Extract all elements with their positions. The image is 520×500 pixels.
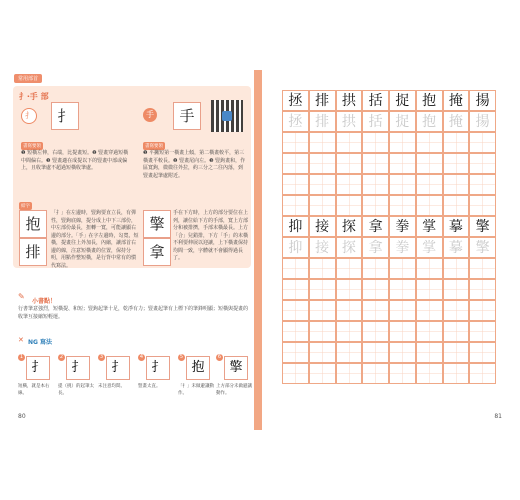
grid-cell-blank[interactable] xyxy=(336,258,363,279)
grid-cell-blank[interactable] xyxy=(362,153,389,174)
label-writing-b: 書寫要領 xyxy=(145,144,163,149)
grid-cell-trace: 括 xyxy=(362,111,389,132)
grid-cell-blank[interactable] xyxy=(362,132,389,153)
grid-cell-blank[interactable] xyxy=(416,321,443,342)
tips-title: 小書點！ xyxy=(32,298,57,305)
grid-cell-blank[interactable] xyxy=(389,258,416,279)
grid-cell-blank[interactable] xyxy=(336,363,363,384)
pencil-icon: ✎ xyxy=(18,292,25,301)
ng-number: 4 xyxy=(139,354,144,360)
structure-text-c: 「扌」在左邊時，豎鉤要直立長，有彈性，豎鉤底線，提分成上中下三部份，中左部份最長，扭轉一寬，可能讓顯右邊的部分。「手」在字左邊時，勾寬，短橫，提畫往上外加長，內縮，讓部首右邊的線，注意短橫畫的位置，保持分明，用點作整短橫，是行背中常有的慣代寫法。 xyxy=(51,210,139,269)
grid-row-trace xyxy=(282,237,496,258)
grid-cell-blank[interactable] xyxy=(416,174,443,195)
grid-cell: 探 xyxy=(336,216,363,237)
ng-number: 5 xyxy=(179,354,184,360)
grid-cell-trace: 揚 xyxy=(469,111,496,132)
grid-cell: 拱 xyxy=(336,90,363,111)
ng-char: 擎 xyxy=(224,356,248,380)
grid-cell-blank[interactable] xyxy=(309,300,336,321)
grid-cell-blank[interactable] xyxy=(389,300,416,321)
ng-char: 扌 xyxy=(26,356,50,380)
grid-cell-trace: 排 xyxy=(309,111,336,132)
grid-cell-blank[interactable] xyxy=(469,300,496,321)
tips-text: 行書筆意強烈，短橫提、和短；豎鉤起筆十足，乾淨有力；豎畫起筆有上標下的筆鋒明顯；短橫與提畫的收筆互接縮短輕運。 xyxy=(18,306,249,320)
ng-number: 6 xyxy=(217,354,222,360)
grid-cell-blank[interactable] xyxy=(336,195,363,216)
grid-cell-blank[interactable] xyxy=(443,300,470,321)
grid-cell-blank[interactable] xyxy=(443,132,470,153)
grid-cell: 拿 xyxy=(362,216,389,237)
grid-cell-blank[interactable] xyxy=(389,363,416,384)
qr-code-icon[interactable] xyxy=(211,100,243,132)
grid-row-blank xyxy=(282,132,496,153)
grid-cell-blank[interactable] xyxy=(309,174,336,195)
grid-cell-blank[interactable] xyxy=(362,363,389,384)
page-number-left: 80 xyxy=(18,413,26,420)
ng-text: 提（挑）的起筆太長。 xyxy=(58,384,94,396)
grid-cell-blank[interactable] xyxy=(282,363,309,384)
grid-cell: 抑 xyxy=(282,216,309,237)
grid-cell-blank[interactable] xyxy=(309,258,336,279)
ng-char: 扌 xyxy=(66,356,90,380)
grid-row-blank xyxy=(282,321,496,342)
grid-cell: 拳 xyxy=(389,216,416,237)
grid-row-model xyxy=(282,90,496,111)
ng-text: 短橫，就是本右線。 xyxy=(18,384,50,396)
grid-cell-blank[interactable] xyxy=(469,258,496,279)
example-box-3: 抱 xyxy=(19,210,47,238)
grid-cell-blank[interactable] xyxy=(469,195,496,216)
grid-cell-trace: 拯 xyxy=(282,111,309,132)
grid-cell: 揚 xyxy=(469,90,496,111)
grid-cell-blank[interactable] xyxy=(336,174,363,195)
grid-row-blank xyxy=(282,342,496,363)
grid-cell-blank[interactable] xyxy=(362,342,389,363)
grid-cell-blank[interactable] xyxy=(282,132,309,153)
grid-cell-blank[interactable] xyxy=(362,174,389,195)
grid-cell-blank[interactable] xyxy=(282,342,309,363)
radical-circle-1: 扌 xyxy=(21,108,37,124)
grid-cell-blank[interactable] xyxy=(309,279,336,300)
page-number-right: 81 xyxy=(494,413,502,420)
grid-cell-blank[interactable] xyxy=(309,321,336,342)
grid-row-trace xyxy=(282,111,496,132)
grid-cell-blank[interactable] xyxy=(443,279,470,300)
structure-text-d: 手在下方時，上方的部分要位在上列，讓位給下方的手部，寬上方部分和被排擠，手部末橫最長。上方「合」兒錯排，下方「手」的末橫不利要伸展以迎讓，上下橫畫保持均間一致，字體就不會顯得過長了。 xyxy=(173,210,249,261)
grid-cell: 括 xyxy=(362,90,389,111)
grid-row-model xyxy=(282,216,496,237)
grid-cell-blank[interactable] xyxy=(416,195,443,216)
grid-row-blank xyxy=(282,300,496,321)
right-page xyxy=(262,70,512,430)
grid-cell-blank[interactable] xyxy=(389,174,416,195)
grid-cell-blank[interactable] xyxy=(469,174,496,195)
grid-cell-blank[interactable] xyxy=(282,321,309,342)
grid-cell-blank[interactable] xyxy=(416,153,443,174)
cross-icon: ✕ xyxy=(18,336,24,344)
grid-cell-blank[interactable] xyxy=(309,132,336,153)
grid-cell: 擎 xyxy=(469,216,496,237)
grid-cell-blank[interactable] xyxy=(416,342,443,363)
ng-char: 抱 xyxy=(186,356,210,380)
grid-cell-blank[interactable] xyxy=(443,342,470,363)
grid-row-blank xyxy=(282,195,496,216)
grid-cell: 摹 xyxy=(443,216,470,237)
grid-cell-blank[interactable] xyxy=(469,321,496,342)
grid-cell-blank[interactable] xyxy=(469,363,496,384)
grid-cell-blank[interactable] xyxy=(389,195,416,216)
grid-cell-trace: 摹 xyxy=(443,237,470,258)
radical-box-2: 手 xyxy=(173,102,201,130)
grid-row-blank xyxy=(282,363,496,384)
grid-cell: 排 xyxy=(309,90,336,111)
grid-cell-trace: 拿 xyxy=(362,237,389,258)
grid-row-blank xyxy=(282,174,496,195)
grid-cell: 捉 xyxy=(389,90,416,111)
grid-cell-blank[interactable] xyxy=(282,174,309,195)
grid-cell-blank[interactable] xyxy=(282,153,309,174)
practice-grid xyxy=(282,90,496,384)
ng-char: 扌 xyxy=(106,356,130,380)
grid-cell-trace: 擎 xyxy=(469,237,496,258)
grid-cell-blank[interactable] xyxy=(469,279,496,300)
grid-cell-blank[interactable] xyxy=(416,132,443,153)
grid-cell-blank[interactable] xyxy=(443,153,470,174)
grid-cell-blank[interactable] xyxy=(282,279,309,300)
grid-cell-blank[interactable] xyxy=(416,258,443,279)
grid-cell-trace: 拱 xyxy=(336,111,363,132)
radical-circle-2: 手 xyxy=(143,108,157,122)
ng-number: 1 xyxy=(19,354,24,360)
grid-cell-trace: 捉 xyxy=(389,111,416,132)
grid-cell-blank[interactable] xyxy=(282,300,309,321)
grid-cell-blank[interactable] xyxy=(443,258,470,279)
grid-row-blank xyxy=(282,258,496,279)
label-structure: 結字 xyxy=(21,204,30,209)
grid-cell: 拯 xyxy=(282,90,309,111)
grid-cell-blank[interactable] xyxy=(362,258,389,279)
grid-cell-blank[interactable] xyxy=(282,195,309,216)
grid-row-blank xyxy=(282,279,496,300)
grid-cell-trace: 拳 xyxy=(389,237,416,258)
grid-row-blank xyxy=(282,153,496,174)
grid-cell-blank[interactable] xyxy=(416,300,443,321)
grid-cell-blank[interactable] xyxy=(336,300,363,321)
grid-cell: 掌 xyxy=(416,216,443,237)
ng-text: 豎畫太直。 xyxy=(138,384,161,389)
grid-cell-blank[interactable] xyxy=(309,153,336,174)
ng-char: 扌 xyxy=(146,356,170,380)
grid-cell-blank[interactable] xyxy=(443,174,470,195)
grid-cell-blank[interactable] xyxy=(443,363,470,384)
grid-cell-blank[interactable] xyxy=(469,342,496,363)
ng-text: 「扌」未做避讓動作。 xyxy=(178,384,214,396)
grid-cell: 掩 xyxy=(443,90,470,111)
grid-cell-blank[interactable] xyxy=(362,195,389,216)
grid-cell-blank[interactable] xyxy=(416,279,443,300)
grid-cell-trace: 抑 xyxy=(282,237,309,258)
structure-panel xyxy=(13,198,251,268)
example-box-4: 排 xyxy=(19,238,47,266)
grid-cell-blank[interactable] xyxy=(282,258,309,279)
example-box-6: 拿 xyxy=(143,238,171,266)
grid-cell-blank[interactable] xyxy=(469,153,496,174)
ng-number: 3 xyxy=(99,354,104,360)
grid-cell-blank[interactable] xyxy=(389,132,416,153)
grid-cell-trace: 探 xyxy=(336,237,363,258)
grid-cell-blank[interactable] xyxy=(309,195,336,216)
label-writing-a: 書寫要領 xyxy=(23,144,41,149)
grid-cell-blank[interactable] xyxy=(389,153,416,174)
grid-cell-blank[interactable] xyxy=(336,342,363,363)
grid-cell-blank[interactable] xyxy=(443,321,470,342)
grid-cell-blank[interactable] xyxy=(443,195,470,216)
grid-cell-trace: 掩 xyxy=(443,111,470,132)
radical-title: 扌‧手 部 xyxy=(19,92,49,101)
grid-cell-blank[interactable] xyxy=(389,342,416,363)
grid-cell-blank[interactable] xyxy=(362,321,389,342)
example-box-5: 擎 xyxy=(143,210,171,238)
grid-cell-blank[interactable] xyxy=(389,279,416,300)
grid-cell-blank[interactable] xyxy=(336,321,363,342)
grid-cell-blank[interactable] xyxy=(336,132,363,153)
left-page xyxy=(8,70,256,430)
ng-number: 2 xyxy=(59,354,64,360)
grid-cell-blank[interactable] xyxy=(362,279,389,300)
grid-cell-blank[interactable] xyxy=(336,153,363,174)
grid-cell-trace: 掌 xyxy=(416,237,443,258)
grid-cell-blank[interactable] xyxy=(389,321,416,342)
grid-cell-blank[interactable] xyxy=(416,363,443,384)
grid-cell-trace: 抱 xyxy=(416,111,443,132)
grid-cell-blank[interactable] xyxy=(336,279,363,300)
ng-text: 末注意均間。 xyxy=(98,384,125,389)
grid-cell: 抱 xyxy=(416,90,443,111)
grid-cell-blank[interactable] xyxy=(309,342,336,363)
writing-text-a: ❶ 短橫左伸，右端，比提畫短。❷ 豎畫穿過短橫中間偏右。❸ 豎畫適在成提以下的豎畫中部或偏上，且收筆處不超過短橫收筆處。 xyxy=(21,150,129,171)
ng-text: 上方部分未做避讓動作。 xyxy=(216,384,252,396)
grid-cell-blank[interactable] xyxy=(362,300,389,321)
grid-cell-blank[interactable] xyxy=(309,363,336,384)
grid-cell-trace: 接 xyxy=(309,237,336,258)
grid-cell-blank[interactable] xyxy=(469,132,496,153)
section-tag: 常用部首 xyxy=(14,74,42,83)
ng-title: NG 寫法 xyxy=(28,339,53,346)
grid-cell: 接 xyxy=(309,216,336,237)
writing-text-b: ❶ 平撇短第一橫畫上傾，第二橫畫較平，第三橫畫平較長。❷ 豎畫尾向左。❸ 豎鉤畫和，作區寬鉤，微微往外拉，約三分之二往內落，到豎畫起筆處附近。 xyxy=(143,150,246,179)
radical-box-1: 扌 xyxy=(51,102,79,130)
